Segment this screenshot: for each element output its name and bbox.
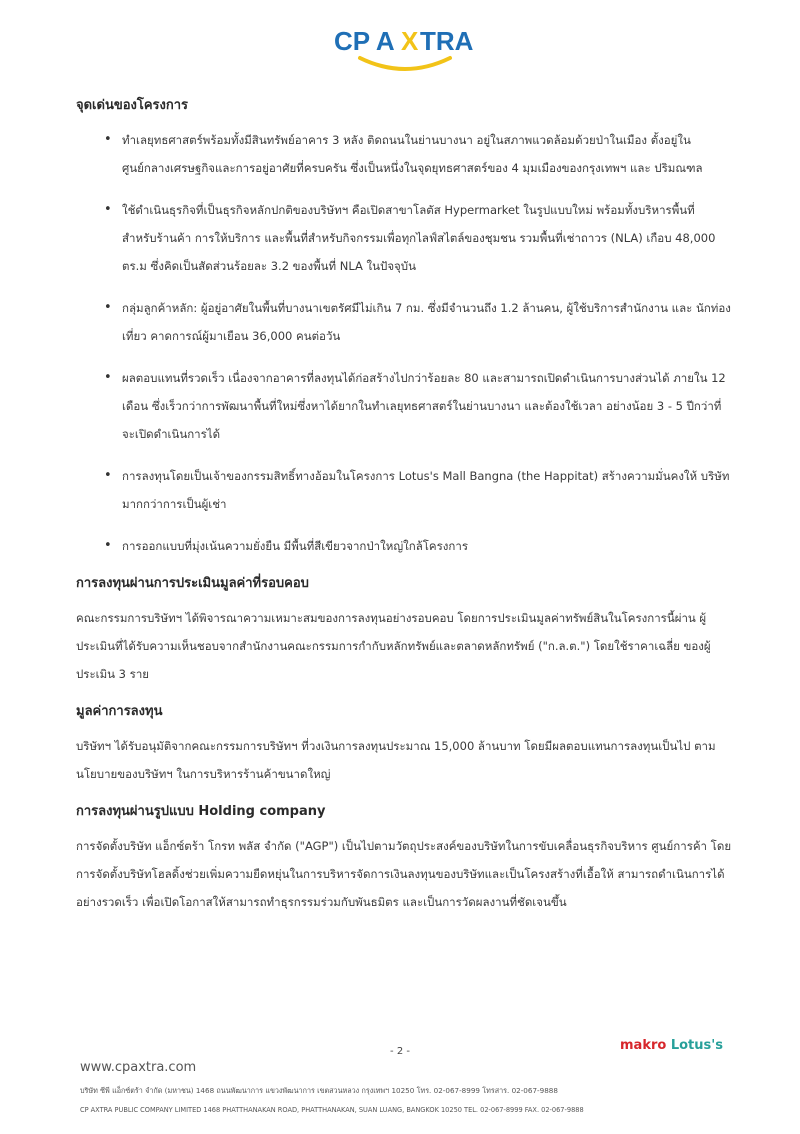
- logo-text-left: CP A: [334, 26, 395, 56]
- section-title-investment-value: มูลค่าการลงทุน: [76, 704, 163, 719]
- makro-logo: makro: [620, 1038, 667, 1053]
- section-investment-value: [76, 702, 732, 788]
- document-body: [76, 96, 732, 916]
- footer-url[interactable]: www.cpaxtra.com: [80, 1060, 197, 1075]
- page-number: - 2 -: [390, 1046, 410, 1057]
- lotus-logo: Lotus's: [670, 1038, 723, 1053]
- footer-address-thai: บริษัท ซีพี แอ็กซ์ตร้า จำกัด (มหาชน) 1468 ถนนพัฒนาการ แขวงพัฒนาการ เขตสวนหลวง กรุงเทพฯ 10250 โทร. 02-067-8999 โทรสาร. 02-067-9888: [80, 1086, 558, 1095]
- list-item: • การลงทุนโดยเป็นเจ้าของกรรมสิทธิ์ทางอ้อมในโครงการ Lotus's Mall Bangna (the Happitat) สร้างความมั่นคงให้ บริษัทมากกว่าการเป็นผู้เช่า: [76, 462, 732, 518]
- logo-text-right: TRA: [420, 26, 474, 56]
- footer-address-english: CP AXTRA PUBLIC COMPANY LIMITED 1468 PHATTHANAKAN ROAD, PHATTHANAKAN, SUAN LUANG, BANGKOK 10250 TEL. 02-067-8999 FAX. 02-067-9888: [80, 1106, 584, 1114]
- holding-company-paragraph: การจัดตั้งบริษัท แอ็กซ์ตร้า โกรท พลัส จำกัด ("AGP") เป็นไปตามวัตถุประสงค์ของบริษัทในการขับเคลื่อนธุรกิจบริหาร ศูนย์การค้า โดยการจัดตั้งบริษัทโฮลดิ้งช่วยเพิ่มความยืดหยุ่นในการบริหารจัดการเงินลงทุนของบริษัทและเป็นโครงสร้างที่เอื้อให้ สามารถดำเนินการได้อย่างรวดเร็ว เพื่อเปิดโอกาสให้สามารถทำธุรกรรมร่วมกับพันธมิตร และเป็นการวัดผลงานที่ชัดเจนขึ้น: [76, 839, 732, 909]
- section-title-valuation: การลงทุนผ่านการประเมินมูลค่าที่รอบคอบ: [76, 576, 309, 591]
- section-title-highlights: จุดเด่นของโครงการ: [76, 98, 189, 113]
- investment-value-paragraph: บริษัทฯ ได้รับอนุมัติจากคณะกรรมการบริษัทฯ ที่วงเงินการลงทุนประมาณ 15,000 ล้านบาท โดยมีผลตอบแทนการลงทุนเป็นไป ตามนโยบายของบริษัทฯ ในการบริหารร้านค้าขนาดใหญ่: [76, 739, 716, 781]
- section-title-holding-company: การลงทุนผ่านรูปแบบ Holding company: [76, 804, 326, 819]
- cp-axtra-logo: [330, 18, 480, 78]
- logo-text-x: X: [401, 26, 419, 56]
- list-item: • การออกแบบที่มุ่งเน้นความยั่งยืน มีพื้นที่สีเขียวจากป่าใหญ่ใกล้โครงการ: [76, 532, 732, 560]
- section-valuation: [76, 574, 732, 688]
- list-item: • ใช้ดำเนินธุรกิจที่เป็นธุรกิจหลักปกติของบริษัทฯ คือเปิดสาขาโลตัส Hypermarket ในรูปแบบใหม่ พร้อมทั้งบริหารพื้นที่ สำหรับร้านค้า การให้บริการ และพื้นที่สำหรับกิจกรรมเพื่อทุกไลฟ์สไตล์ของชุมชน รวมพื้นที่เช่าถาวร (NLA) เกือบ 48,000 ตร.ม ซึ่งคิดเป็นสัดส่วนร้อยละ 3.2 ของพื้นที่ NLA ในปัจจุบัน: [76, 196, 732, 280]
- section-highlights: [76, 96, 732, 560]
- list-item: • กลุ่มลูกค้าหลัก: ผู้อยู่อาศัยในพื้นที่บางนาเขตรัศมีไม่เกิน 7 กม. ซึ่งมีจำนวนถึง 1.2 ล้านคน, ผู้ใช้บริการสำนักงาน และ นักท่องเที่ยว คาดการณ์ผู้มาเยือน 36,000 คนต่อวัน: [76, 294, 732, 350]
- section-holding-company: [76, 802, 732, 916]
- list-item: • ผลตอบแทนที่รวดเร็ว เนื่องจากอาคารที่ลงทุนได้ก่อสร้างไปกว่าร้อยละ 80 และสามารถเปิดดำเนินการบางส่วนได้ ภายใน 12 เดือน ซึ่งเร็วกว่าการพัฒนาพื้นที่ใหม่ซึ่งหาได้ยากในทำเลยุทธศาสตร์ในย่านบางนา และต้องใช้เวลา อย่างน้อย 3 - 5 ปีกว่าที่จะเปิดดำเนินการได้: [76, 364, 732, 448]
- list-item: • ทำเลยุทธศาสตร์พร้อมทั้งมีสินทรัพย์อาคาร 3 หลัง ติดถนนในย่านบางนา อยู่ในสภาพแวดล้อมด้วยป่าในเมือง ตั้งอยู่ใน ศูนย์กลางเศรษฐกิจและการอยู่อาศัยที่ครบครัน ซึ่งเป็นหนึ่งในจุดยุทธศาสตร์ของ 4 มุมเมืองของกรุงเทพฯ และ ปริมณฑล: [76, 126, 732, 182]
- logo-smile-arc: [360, 58, 450, 69]
- brand-logos: [620, 1038, 723, 1053]
- highlights-list: [76, 126, 732, 560]
- valuation-paragraph: คณะกรรมการบริษัทฯ ได้พิจารณาความเหมาะสมของการลงทุนอย่างรอบคอบ โดยการประเมินมูลค่าทรัพย์สินในโครงการนี้ผ่าน ผู้ประเมินที่ได้รับความเห็นชอบจากสำนักงานคณะกรรมการกำกับหลักทรัพย์และตลาดหลักทรัพย์ ("ก.ล.ต.") โดยใช้ราคาเฉลี่ย ของผู้ประเมิน 3 ราย: [76, 611, 711, 681]
